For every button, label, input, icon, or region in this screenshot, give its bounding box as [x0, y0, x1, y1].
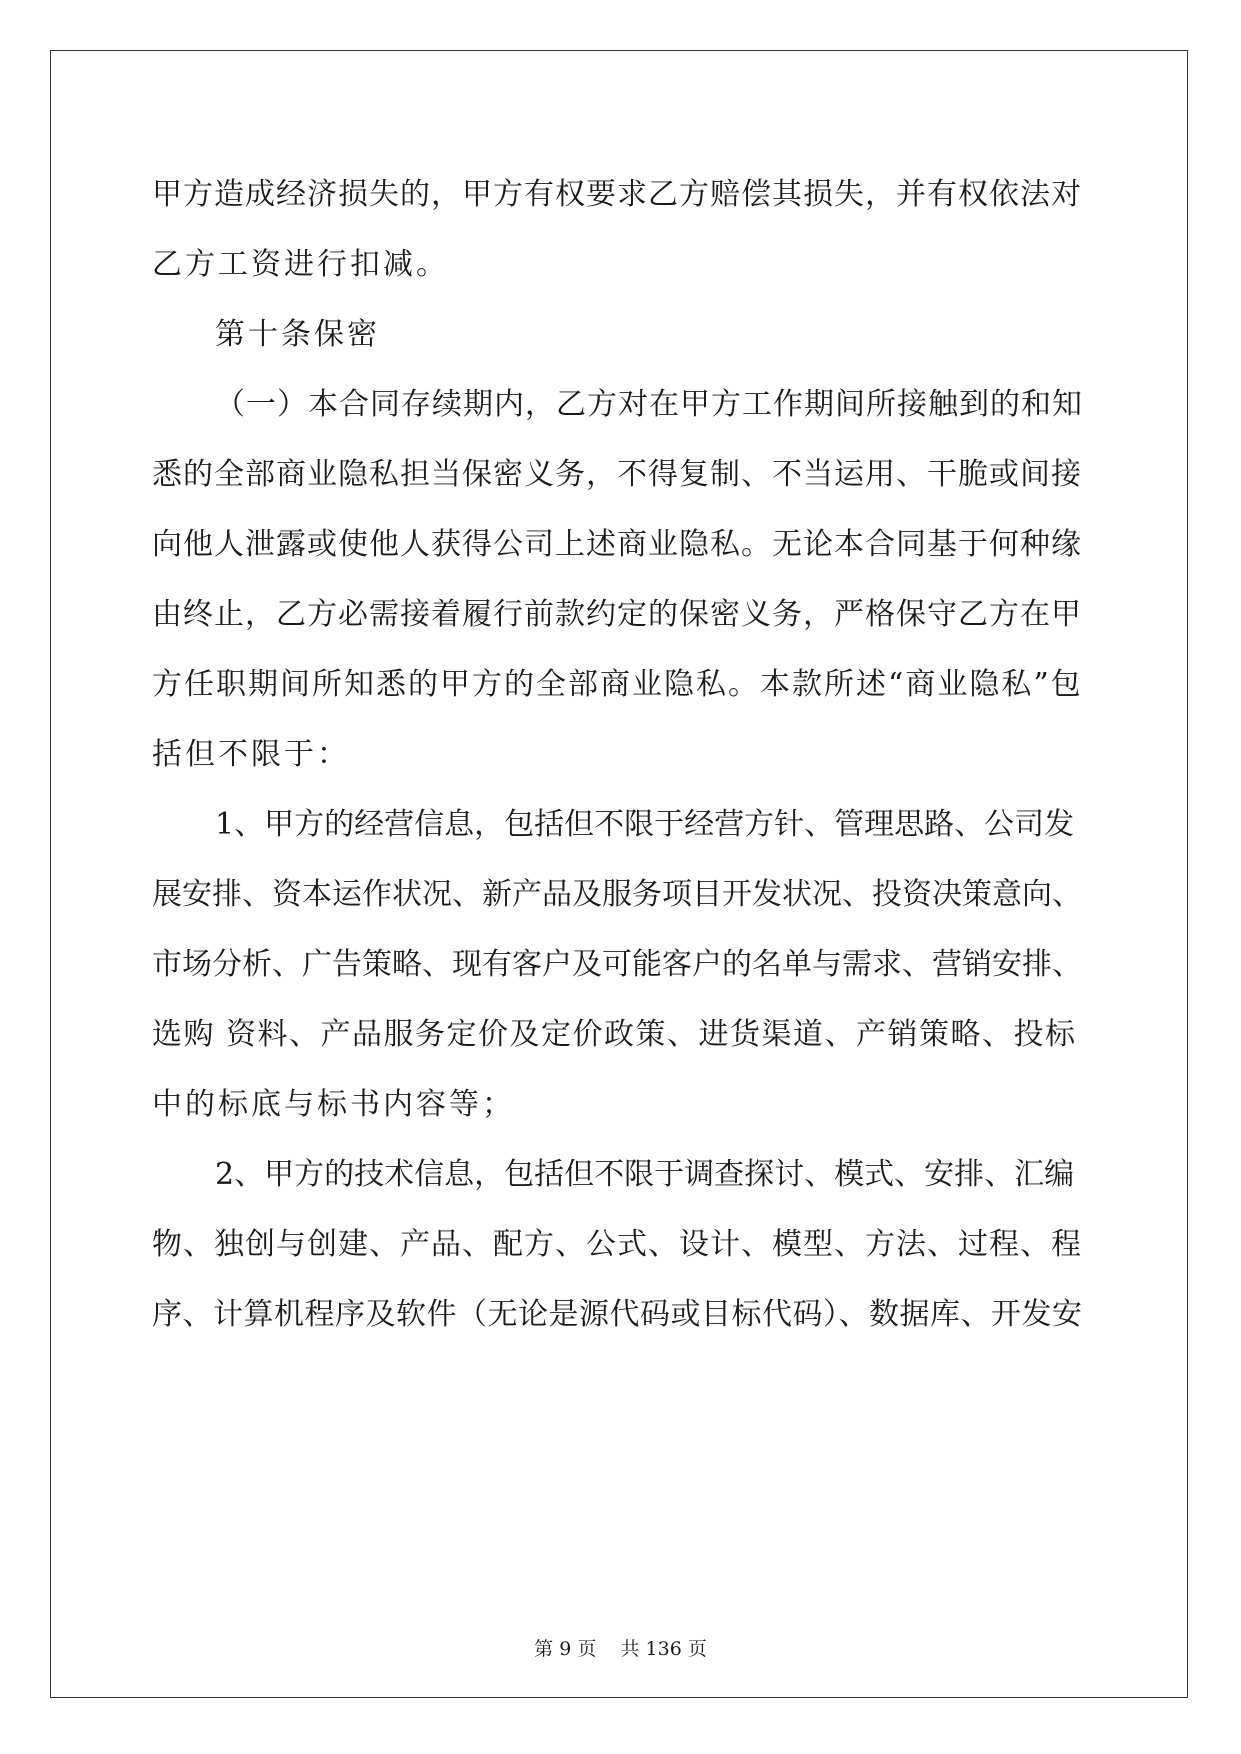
text-line: 甲方造成经济损失的，甲方有权要求乙方赔偿其损失，并有权依法对 [152, 177, 1082, 212]
text-line: 括但不限于： [152, 737, 350, 772]
text-line: 1、甲方的经营信息，包括但不限于经营方针、管理思路、公司发 [215, 807, 1075, 842]
text-line: 向他人泄露或使他人获得公司上述商业隐私。无论本合同基于何种缘 [152, 527, 1082, 562]
text-line: 选购 资料、产品服务定价及定价政策、进货渠道、产销策略、投标 [152, 1017, 1077, 1052]
text-line: 悉的全部商业隐私担当保密义务，不得复制、不当运用、干脆或间接 [152, 457, 1082, 492]
text-line: 展安排、资本运作状况、新产品及服务项目开发状况、投资决策意向、 [152, 877, 1082, 912]
text-line: 方任职期间所知悉的甲方的全部商业隐私。本款所述“商业隐私”包 [152, 667, 1083, 702]
text-line: 序、计算机程序及软件（无论是源代码或目标代码）、数据库、开发安 [152, 1297, 1083, 1332]
text-line: 物、独创与创建、产品、配方、公式、设计、模型、方法、过程、程 [152, 1227, 1082, 1262]
page-footer: 第 9 页 共 136 页 [534, 1638, 707, 1660]
text-line: （一）本合同存续期内，乙方对在甲方工作期间所接触到的和知 [215, 387, 1083, 422]
text-line: 2、甲方的技术信息，包括但不限于调查探讨、模式、安排、汇编 [215, 1157, 1075, 1192]
text-line: 中的标底与标书内容等； [152, 1087, 515, 1122]
text-line: 乙方工资进行扣减。 [152, 247, 449, 282]
text-line: 市场分析、广告策略、现有客户及可能客户的名单与需求、营销安排、 [152, 947, 1082, 982]
text-line: 由终止，乙方必需接着履行前款约定的保密义务，严格保守乙方在甲 [152, 597, 1082, 632]
section-heading: 第十条保密 [215, 317, 380, 352]
